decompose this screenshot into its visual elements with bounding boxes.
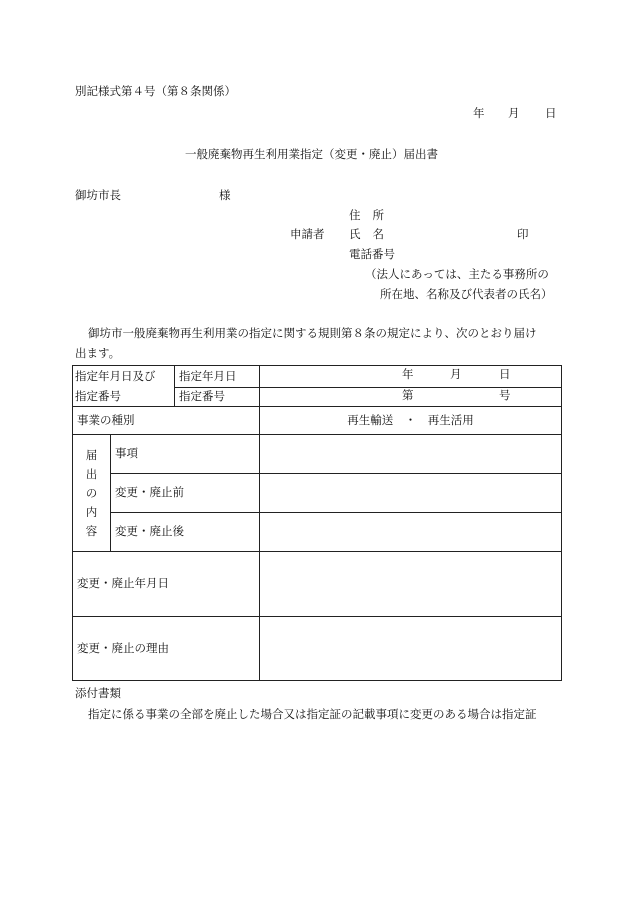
designation-header: 指定年月日及び 指定番号 — [73, 366, 175, 407]
after-change-value — [260, 513, 562, 552]
business-type-value: 再生輸送 ・ 再生活用 — [260, 407, 562, 435]
table-row — [73, 435, 562, 474]
designation-number-label: 指定番号 — [175, 387, 260, 406]
name-label: 氏 名 — [349, 227, 384, 241]
date-day: 日 — [545, 106, 557, 120]
notification-content-label: 届 出 の 内 容 — [73, 435, 111, 552]
body-text-line1: 御坊市一般廃棄物再生利用業の指定に関する規則第８条の規定により、次のとおり届け — [88, 326, 537, 340]
table-row — [73, 552, 562, 617]
after-change-label: 変更・廃止後 — [111, 513, 260, 552]
change-date-value — [260, 552, 562, 617]
table-row — [73, 513, 562, 552]
designation-date-value: 年 月 日 — [260, 366, 562, 388]
designation-number-value: 第 号 — [260, 387, 562, 406]
table-row — [73, 474, 562, 513]
table-row — [73, 407, 562, 435]
attachments-text: 指定に係る事業の全部を廃止した場合又は指定証の記載事項に変更のある場合は指定証 — [88, 707, 537, 721]
date-line — [473, 106, 557, 120]
addressee-name: 御坊市長 — [75, 188, 121, 202]
business-type-label: 事業の種別 — [73, 407, 260, 435]
addressee-honorific: 様 — [219, 188, 231, 202]
body-text-line2: 出ます。 — [75, 346, 121, 360]
item-label: 事項 — [111, 435, 260, 474]
designation-date-label: 指定年月日 — [175, 366, 260, 388]
corporate-note-line2: 所在地、名称及び代表者の氏名） — [380, 287, 553, 301]
before-change-label: 変更・廃止前 — [111, 474, 260, 513]
reason-value — [260, 617, 562, 681]
item-value — [260, 435, 562, 474]
change-date-label: 変更・廃止年月日 — [73, 552, 260, 617]
reason-label: 変更・廃止の理由 — [73, 617, 260, 681]
corporate-note-line1: （法人にあっては、主たる事務所の — [365, 267, 549, 281]
date-month: 月 — [508, 106, 520, 120]
date-year: 年 — [473, 106, 485, 120]
before-change-value — [260, 474, 562, 513]
phone-label: 電話番号 — [349, 247, 395, 261]
document-title: 一般廃棄物再生利用業指定（変更・廃止）届出書 — [185, 147, 438, 161]
attachments-label: 添付書類 — [75, 686, 121, 700]
seal-mark: 印 — [517, 227, 529, 241]
table-row — [73, 617, 562, 681]
form-number: 別記様式第４号（第８条関係） — [75, 84, 236, 98]
applicant-label: 申請者 — [290, 227, 325, 241]
table-row — [73, 366, 562, 388]
notification-table — [72, 365, 562, 681]
address-label: 住 所 — [349, 208, 384, 222]
